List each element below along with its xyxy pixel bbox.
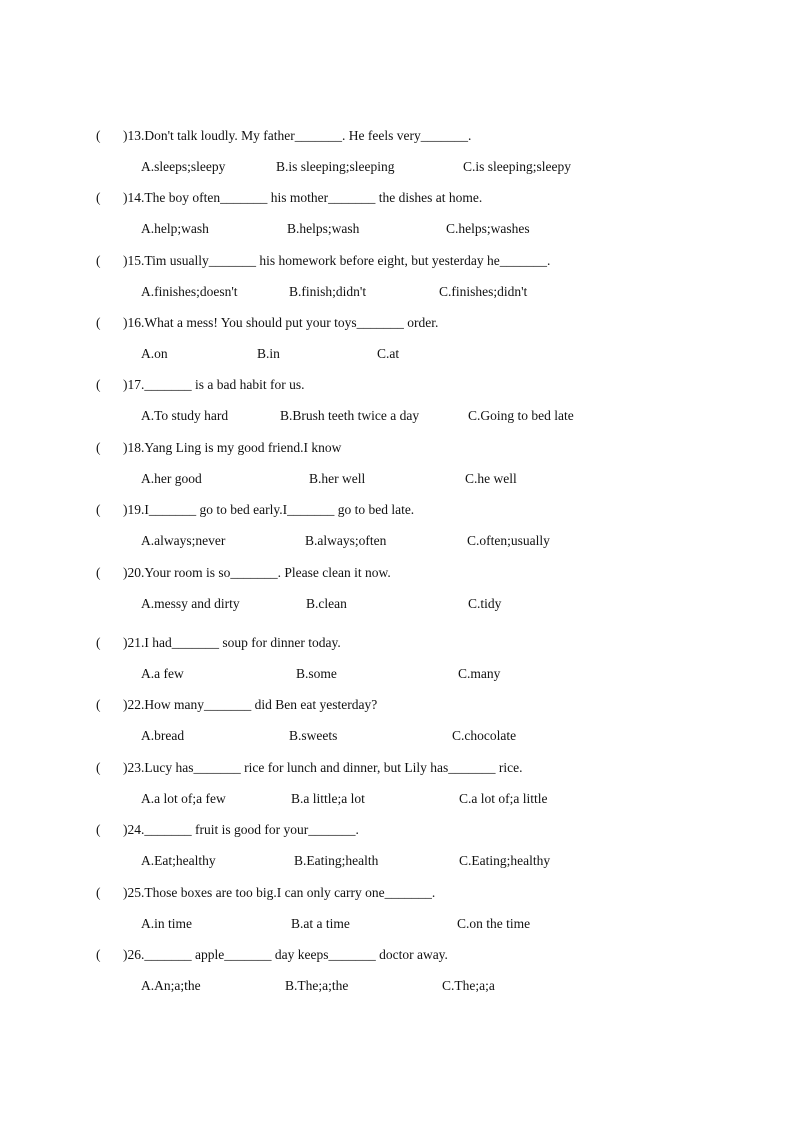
option-b: B.The;a;the (285, 978, 349, 993)
option-a: A.help;wash (141, 221, 209, 236)
option-b: B.helps;wash (287, 221, 360, 236)
option-b: B.Eating;health (294, 853, 379, 868)
option-a: A.messy and dirty (141, 596, 240, 611)
option-c: C.often;usually (467, 533, 550, 548)
question-text: )21.I had_______ soup for dinner today. (123, 635, 341, 650)
option-a: A.finishes;doesn't (141, 284, 238, 299)
option-b: B.Brush teeth twice a day (280, 408, 420, 423)
option-c: C.a lot of;a little (459, 791, 548, 806)
option-a: A.a few (141, 666, 184, 681)
option-b: B.finish;didn't (289, 284, 367, 299)
question-text: )16.What a mess! You should put your toys_______ order. (123, 315, 439, 330)
option-c: C.Going to bed late (468, 408, 574, 423)
answer-bracket[interactable]: ( (96, 822, 101, 837)
answer-bracket[interactable]: ( (96, 885, 101, 900)
question-stem (96, 188, 482, 208)
question-text: )17._______ is a bad habit for us. (123, 377, 305, 392)
question-stem (96, 126, 471, 146)
question-16 (0, 313, 794, 375)
option-b: B.sweets (289, 728, 338, 743)
question-24 (0, 820, 794, 882)
question-stem (96, 945, 448, 965)
option-c: C.is sleeping;sleepy (463, 159, 571, 174)
option-b: B.in (257, 346, 280, 361)
option-a: A.An;a;the (141, 978, 201, 993)
option-a: A.on (141, 346, 168, 361)
question-stem (96, 438, 341, 458)
question-stem (96, 883, 435, 903)
question-stem (96, 820, 359, 840)
question-text: )24._______ fruit is good for your_______. (123, 822, 359, 837)
answer-bracket[interactable]: ( (96, 635, 101, 650)
question-stem (96, 313, 438, 333)
answer-bracket[interactable]: ( (96, 697, 101, 712)
option-a: A.To study hard (141, 408, 229, 423)
question-22 (0, 695, 794, 757)
question-text: )13.Don't talk loudly. My father_______. He feels very_______. (123, 128, 472, 143)
question-text: )23.Lucy has_______ rice for lunch and dinner, but Lily has_______ rice. (123, 760, 523, 775)
option-a: A.sleeps;sleepy (141, 159, 226, 174)
option-a: A.a lot of;a few (141, 791, 226, 806)
option-c: C.at (377, 346, 400, 361)
option-b: B.at a time (291, 916, 350, 931)
question-stem (96, 633, 341, 653)
option-c: C.many (458, 666, 501, 681)
option-b: B.always;often (305, 533, 387, 548)
question-stem (96, 251, 550, 271)
question-stem (96, 695, 377, 715)
question-stem (96, 758, 522, 778)
question-15 (0, 251, 794, 313)
question-stem (96, 563, 391, 583)
question-stem (96, 375, 304, 395)
question-26 (0, 945, 794, 1007)
question-23 (0, 758, 794, 820)
question-21 (0, 633, 794, 695)
answer-bracket[interactable]: ( (96, 502, 101, 517)
question-text: )22.How many_______ did Ben eat yesterday? (123, 697, 378, 712)
question-20 (0, 563, 794, 625)
answer-bracket[interactable]: ( (96, 315, 101, 330)
question-text: )14.The boy often_______ his mother_______ the dishes at home. (123, 190, 483, 205)
answer-bracket[interactable]: ( (96, 128, 101, 143)
option-a: A.in time (141, 916, 192, 931)
option-c: C.The;a;a (442, 978, 495, 993)
option-b: B.is sleeping;sleeping (276, 159, 395, 174)
option-c: C.on the time (457, 916, 531, 931)
option-c: C.he well (465, 471, 517, 486)
answer-bracket[interactable]: ( (96, 440, 101, 455)
question-stem (96, 500, 414, 520)
answer-bracket[interactable]: ( (96, 190, 101, 205)
option-b: B.clean (306, 596, 347, 611)
question-25 (0, 883, 794, 945)
option-b: B.some (296, 666, 337, 681)
question-text: )15.Tim usually_______ his homework before eight, but yesterday he_______. (123, 253, 551, 268)
answer-bracket[interactable]: ( (96, 377, 101, 392)
answer-bracket[interactable]: ( (96, 947, 101, 962)
option-c: C.finishes;didn't (439, 284, 528, 299)
question-18 (0, 438, 794, 500)
question-13 (0, 126, 794, 188)
question-text: )18.Yang Ling is my good friend.I know (123, 440, 342, 455)
option-a: A.Eat;healthy (141, 853, 216, 868)
question-19 (0, 500, 794, 562)
option-c: C.Eating;healthy (459, 853, 551, 868)
option-b: B.her well (309, 471, 366, 486)
question-14 (0, 188, 794, 250)
answer-bracket[interactable]: ( (96, 760, 101, 775)
question-text: )25.Those boxes are too big.I can only carry one_______. (123, 885, 436, 900)
question-text: )20.Your room is so_______. Please clean it now. (123, 565, 391, 580)
option-c: C.helps;washes (446, 221, 530, 236)
option-b: B.a little;a lot (291, 791, 365, 806)
question-text: )26._______ apple_______ day keeps_______ doctor away. (123, 947, 448, 962)
option-a: A.always;never (141, 533, 226, 548)
answer-bracket[interactable]: ( (96, 565, 101, 580)
question-17 (0, 375, 794, 437)
question-text: )19.I_______ go to bed early.I_______ go to bed late. (123, 502, 415, 517)
option-a: A.bread (141, 728, 185, 743)
option-c: C.chocolate (452, 728, 517, 743)
answer-bracket[interactable]: ( (96, 253, 101, 268)
option-a: A.her good (141, 471, 202, 486)
option-c: C.tidy (468, 596, 502, 611)
